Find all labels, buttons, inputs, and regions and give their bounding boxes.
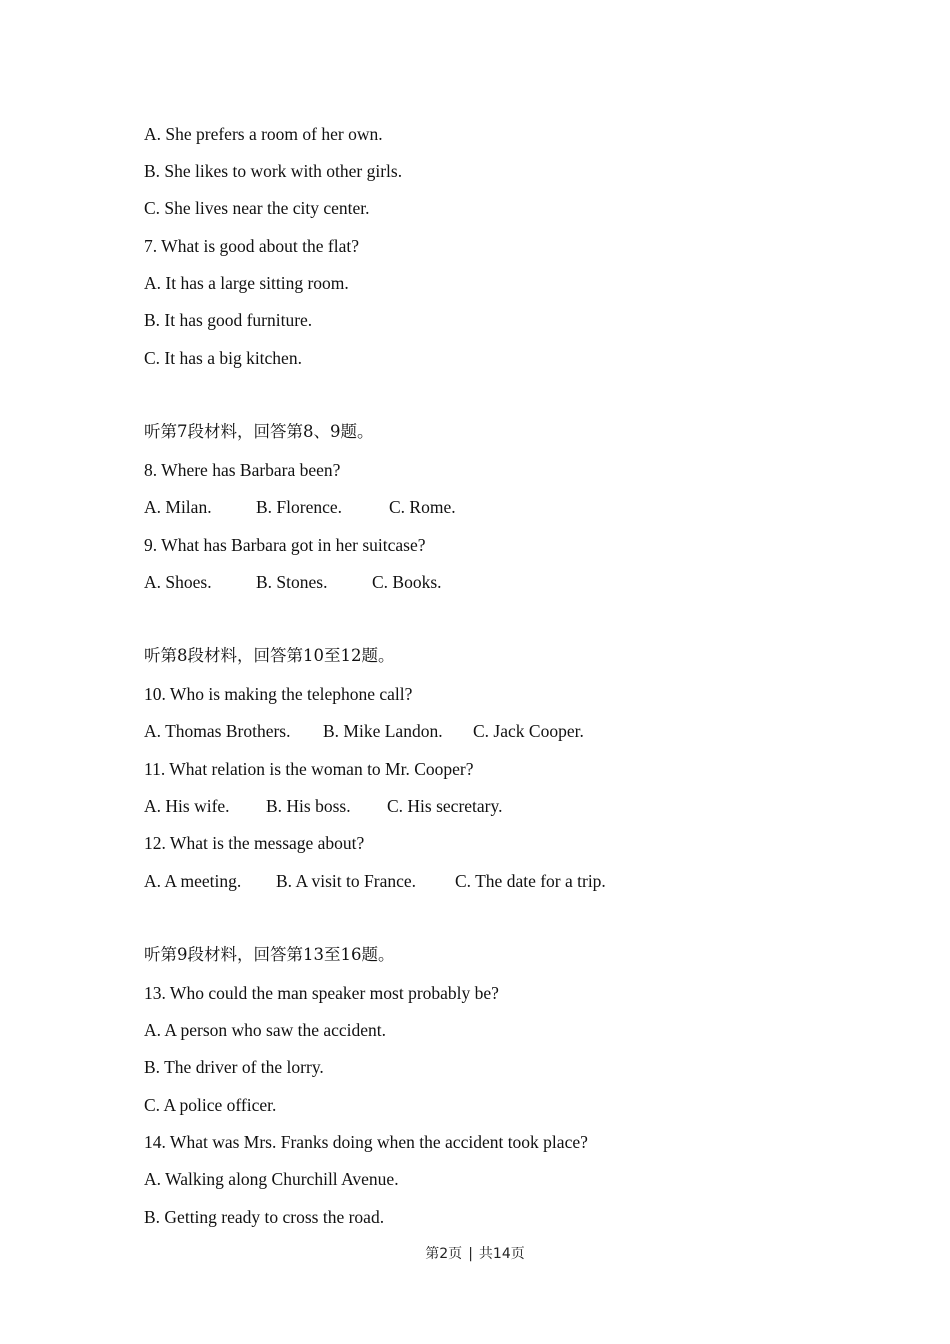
q7-option-b: B. It has good furniture. bbox=[144, 310, 313, 330]
q13-option-a: A. A person who saw the accident. bbox=[144, 1020, 387, 1040]
q11-option-a: A. His wife. bbox=[144, 796, 230, 816]
q8-option-a: A. Milan. bbox=[144, 497, 212, 517]
q12-options bbox=[144, 870, 606, 892]
q8-option-b: B. Florence. bbox=[256, 497, 343, 517]
q10-options bbox=[144, 720, 584, 742]
q11-option-c: C. His secretary. bbox=[387, 796, 503, 816]
q12-option-a: A. A meeting. bbox=[144, 871, 242, 891]
q9-options bbox=[144, 571, 442, 593]
q8-option-c: C. Rome. bbox=[389, 497, 456, 517]
q14-option-b: B. Getting ready to cross the road. bbox=[144, 1207, 385, 1227]
q8-question: 8. Where has Barbara been? bbox=[144, 460, 341, 480]
q11-options bbox=[144, 795, 503, 817]
q10-option-c: C. Jack Cooper. bbox=[473, 721, 584, 741]
q11-option-b: B. His boss. bbox=[266, 796, 351, 816]
q9-option-c: C. Books. bbox=[372, 572, 442, 592]
q10-question: 10. Who is making the telephone call? bbox=[144, 684, 413, 704]
q8-options bbox=[144, 496, 456, 518]
q13-question: 13. Who could the man speaker most probably be? bbox=[144, 983, 499, 1003]
q14-question: 14. What was Mrs. Franks doing when the accident took place? bbox=[144, 1132, 588, 1152]
section8-heading: 听第8段材料，回答第10至12题。 bbox=[144, 646, 395, 665]
q12-option-b: B. A visit to France. bbox=[276, 871, 416, 891]
q11-question: 11. What relation is the woman to Mr. Cooper? bbox=[144, 759, 474, 779]
q9-option-b: B. Stones. bbox=[256, 572, 328, 592]
footer-separator: | bbox=[468, 1246, 473, 1262]
q9-option-a: A. Shoes. bbox=[144, 572, 212, 592]
q10-option-a: A. Thomas Brothers. bbox=[144, 721, 291, 741]
page-footer bbox=[0, 1244, 950, 1264]
q6-option-b: B. She likes to work with other girls. bbox=[144, 161, 403, 181]
q7-option-a: A. It has a large sitting room. bbox=[144, 273, 349, 293]
q12-question: 12. What is the message about? bbox=[144, 833, 365, 853]
q12-option-c: C. The date for a trip. bbox=[455, 871, 606, 891]
q7-question: 7. What is good about the flat? bbox=[144, 236, 359, 256]
q6-option-a: A. She prefers a room of her own. bbox=[144, 124, 383, 144]
section7-heading: 听第7段材料，回答第8、9题。 bbox=[144, 422, 374, 441]
section9-heading: 听第9段材料，回答第13至16题。 bbox=[144, 945, 395, 964]
q7-option-c: C. It has a big kitchen. bbox=[144, 348, 302, 368]
q9-question: 9. What has Barbara got in her suitcase? bbox=[144, 535, 426, 555]
q13-option-c: C. A police officer. bbox=[144, 1095, 277, 1115]
page-number: 第2页 bbox=[425, 1246, 463, 1262]
q13-option-b: B. The driver of the lorry. bbox=[144, 1057, 324, 1077]
q14-option-a: A. Walking along Churchill Avenue. bbox=[144, 1169, 399, 1189]
q10-option-b: B. Mike Landon. bbox=[323, 721, 443, 741]
q6-option-c: C. She lives near the city center. bbox=[144, 198, 370, 218]
page-total: 共14页 bbox=[478, 1246, 525, 1262]
